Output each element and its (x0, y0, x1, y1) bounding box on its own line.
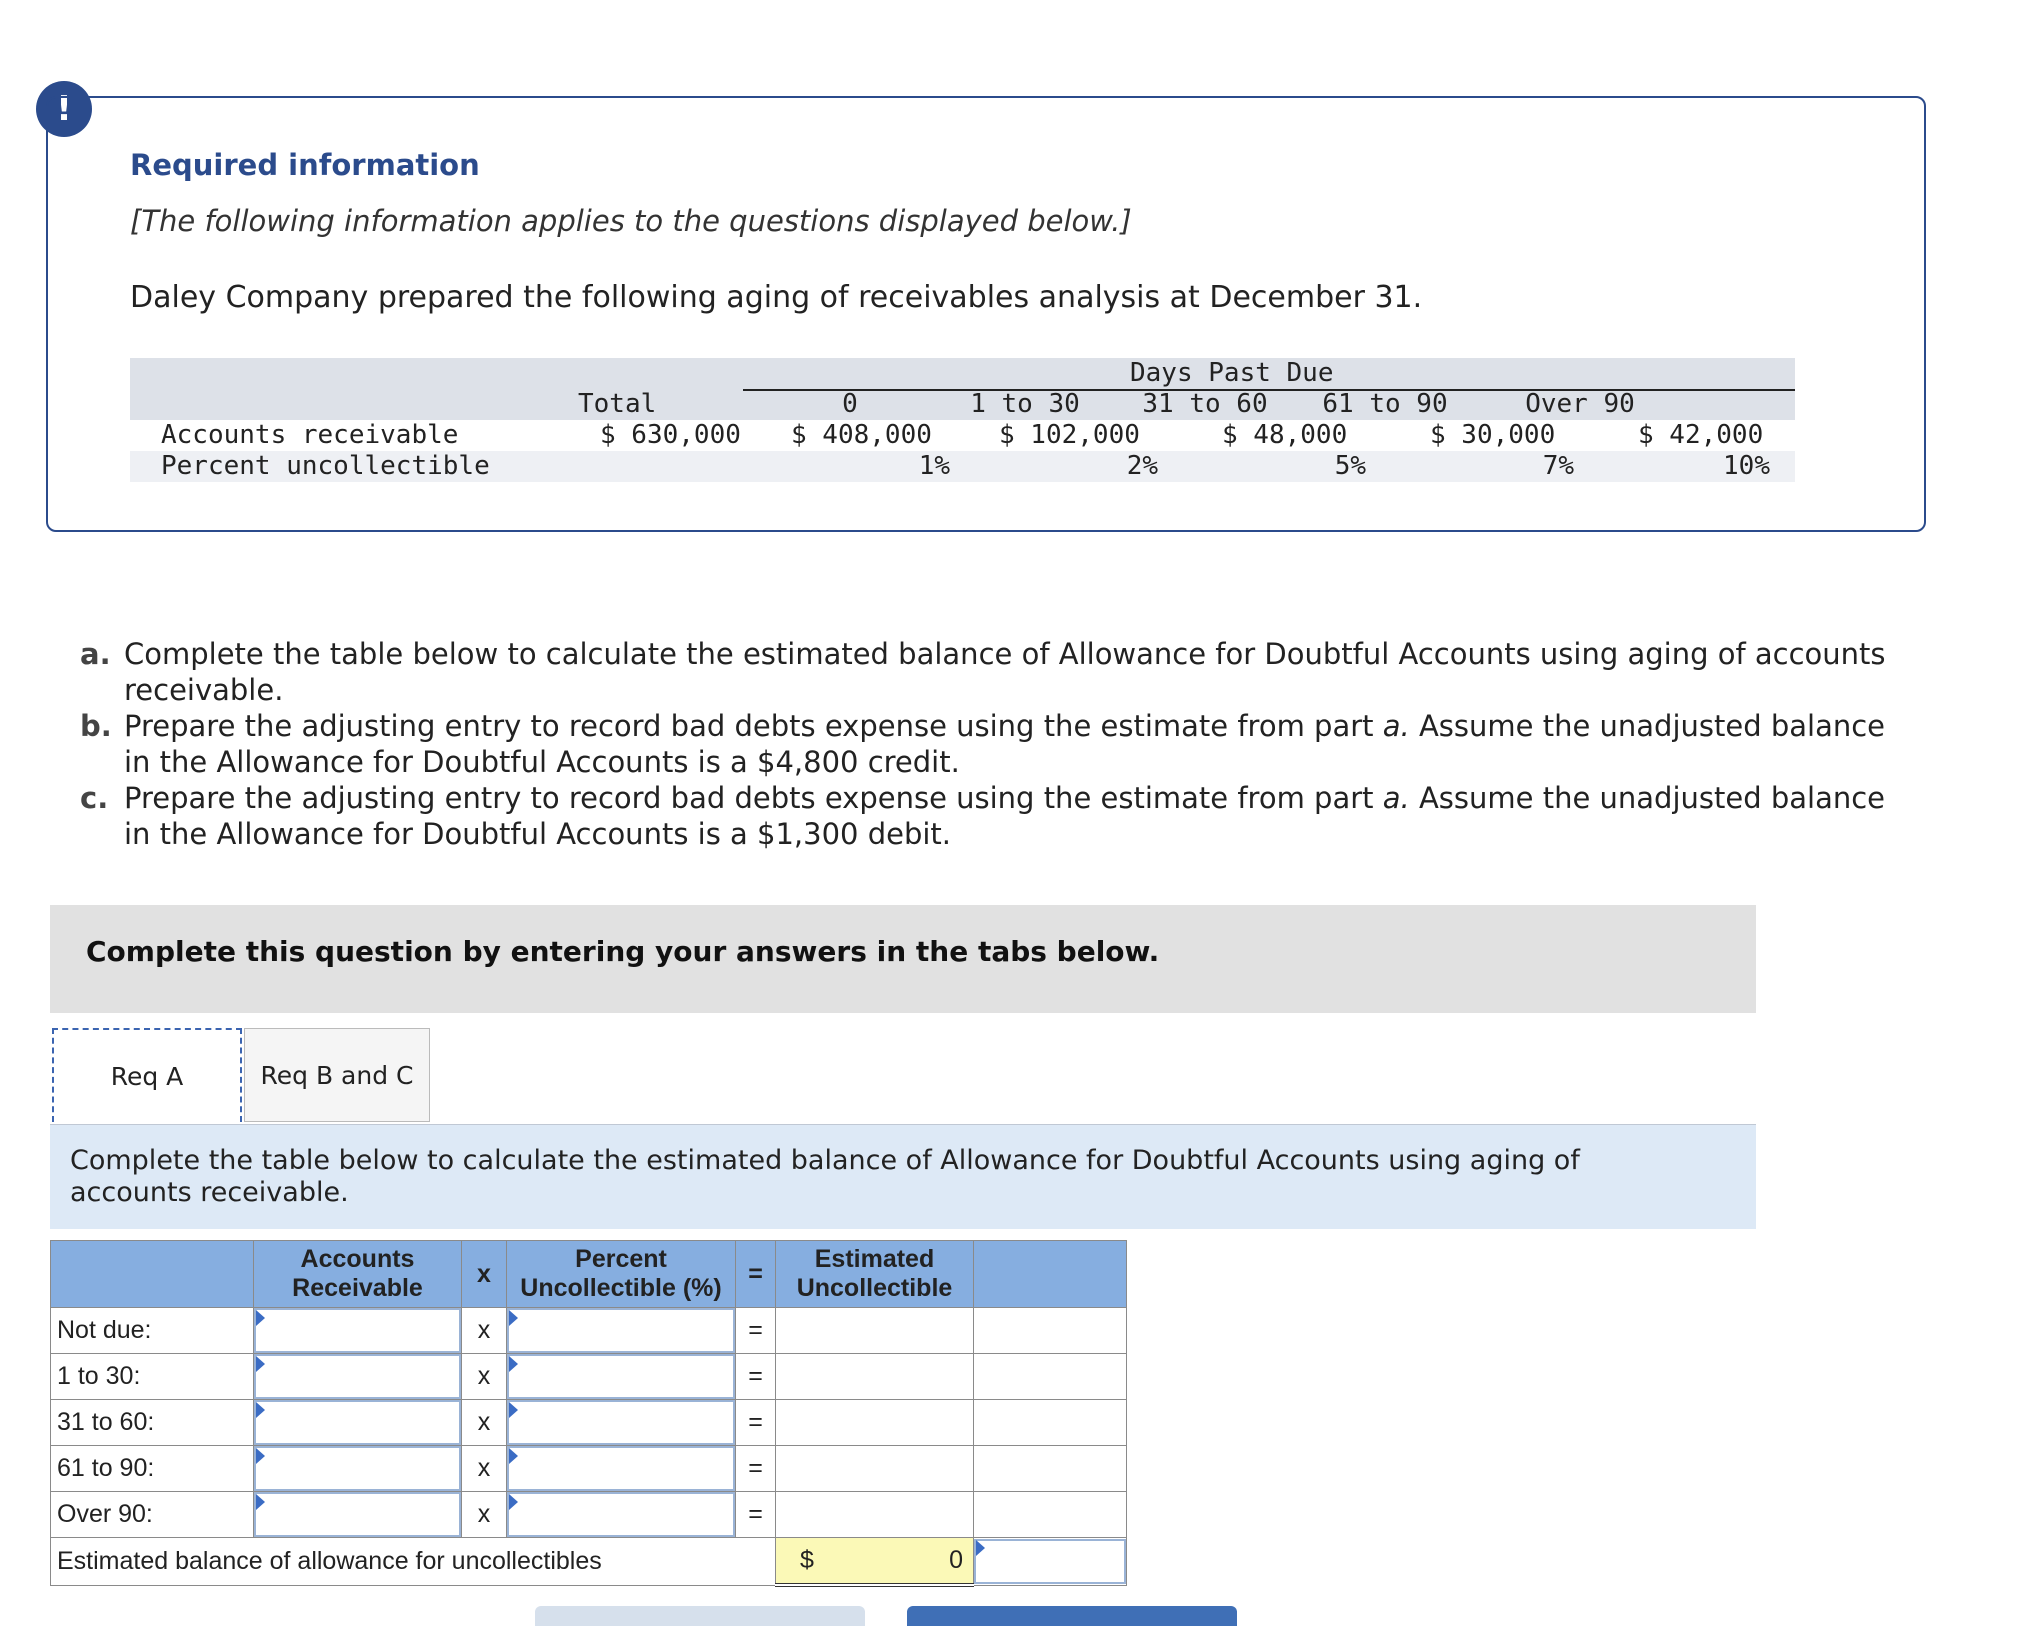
header-estimated-uncollectible: Estimated Uncollectible (776, 1241, 974, 1308)
ar-input-not-due[interactable] (254, 1308, 461, 1353)
col-header-over-90: Over 90 (1525, 389, 1635, 419)
est-cell-over-90 (776, 1492, 974, 1538)
tab-instructions: Complete the table below to calculate the estimated balance of Allowance for Doubtful Accounts using aging of accounts receivable. (50, 1124, 1756, 1229)
col-header-61-90: 61 to 90 (1322, 389, 1448, 419)
row-label-accounts-receivable: Accounts receivable (161, 420, 459, 450)
ar-value-1-30: $ 102,000 (999, 420, 1140, 450)
est-cell-1-30 (776, 1354, 974, 1400)
required-info-intro: Daley Company prepared the following aging of receivables analysis at December 31. (130, 280, 1423, 315)
total-header: Total (578, 389, 657, 419)
header-accounts-receivable: Accounts Receivable (254, 1241, 462, 1308)
est-cell-31-60 (776, 1400, 974, 1446)
pct-value-31-60: 5% (1334, 451, 1366, 481)
table-row-total (51, 1538, 1127, 1586)
ar-value-over-90: $ 42,000 (1638, 420, 1764, 450)
ar-value-61-90: $ 30,000 (1430, 420, 1556, 450)
pct-input-31-60[interactable] (507, 1400, 735, 1445)
header-percent-uncollectible: Percent Uncollectible (%) (507, 1241, 736, 1308)
row-label-percent-uncollectible: Percent uncollectible (161, 451, 490, 481)
col-header-0: 0 (842, 389, 858, 419)
row-label-31-60: 31 to 60: (51, 1400, 254, 1446)
aging-table (130, 358, 1795, 482)
question-parts (80, 636, 1920, 852)
row-label-not-due: Not due: (51, 1308, 254, 1354)
pct-value-over-90: 10% (1723, 451, 1770, 481)
complete-question-banner: Complete this question by entering your answers in the tabs below. (50, 905, 1756, 1013)
table-row: 61 to 90: x = (51, 1446, 1127, 1492)
est-cell-not-due (776, 1308, 974, 1354)
table-row: Not due: x = (51, 1308, 1127, 1354)
prev-button[interactable] (535, 1606, 865, 1626)
row-label-over-90: Over 90: (51, 1492, 254, 1538)
ar-input-1-30[interactable] (254, 1354, 461, 1399)
header-times: x (462, 1241, 507, 1308)
pct-input-not-due[interactable] (507, 1308, 735, 1353)
part-a: a. Complete the table below to calculate the estimated balance of Allowance for Doubtful Accounts using aging of accounts receivable. (80, 637, 1886, 707)
header-equals: = (736, 1241, 776, 1308)
required-info-note: [The following information applies to the questions displayed below.] (130, 204, 1132, 238)
allowance-calc-table (50, 1240, 1127, 1587)
row-label-1-30: 1 to 30: (51, 1354, 254, 1400)
ar-input-31-60[interactable] (254, 1400, 461, 1445)
exclamation-icon: ! (36, 81, 92, 137)
total-label: Estimated balance of allowance for uncollectibles (51, 1538, 776, 1586)
total-input[interactable] (974, 1539, 1126, 1584)
col-header-1-30: 1 to 30 (970, 389, 1080, 419)
part-b: b. Prepare the adjusting entry to record bad debts expense using the estimate from part a. Assume the unadjusted balance in the Allowance for Doubtful Accounts is a $4,800 credit. (80, 709, 1886, 779)
pct-value-0: 1% (918, 451, 950, 481)
ar-input-61-90[interactable] (254, 1446, 461, 1491)
header-blank (51, 1241, 254, 1308)
table-row: 31 to 60: x = (51, 1400, 1127, 1446)
ar-input-over-90[interactable] (254, 1492, 461, 1537)
col-header-31-60: 31 to 60 (1142, 389, 1268, 419)
required-info-title: Required information (130, 148, 480, 182)
est-cell-61-90 (776, 1446, 974, 1492)
ar-value-31-60: $ 48,000 (1222, 420, 1348, 450)
next-button[interactable] (907, 1606, 1237, 1626)
pct-input-over-90[interactable] (507, 1492, 735, 1537)
total-estimated-balance: $ 0 (776, 1538, 974, 1586)
tab-req-b-and-c[interactable]: Req B and C (244, 1028, 430, 1122)
days-past-due-header: Days Past Due (1130, 358, 1334, 388)
header-blank-right (974, 1241, 1127, 1308)
ar-total: $ 630,000 (600, 420, 741, 450)
table-row: Over 90: x = (51, 1492, 1127, 1538)
pct-value-61-90: 7% (1542, 451, 1574, 481)
tab-req-a[interactable]: Req A (52, 1028, 242, 1122)
pct-input-1-30[interactable] (507, 1354, 735, 1399)
pct-value-1-30: 2% (1126, 451, 1158, 481)
pct-input-61-90[interactable] (507, 1446, 735, 1491)
row-label-61-90: 61 to 90: (51, 1446, 254, 1492)
ar-value-0: $ 408,000 (791, 420, 932, 450)
part-c: c. Prepare the adjusting entry to record bad debts expense using the estimate from part a. Assume the unadjusted balance in the Allowance for Doubtful Accounts is a $1,300 debit. (80, 781, 1886, 851)
table-row: 1 to 30: x = (51, 1354, 1127, 1400)
